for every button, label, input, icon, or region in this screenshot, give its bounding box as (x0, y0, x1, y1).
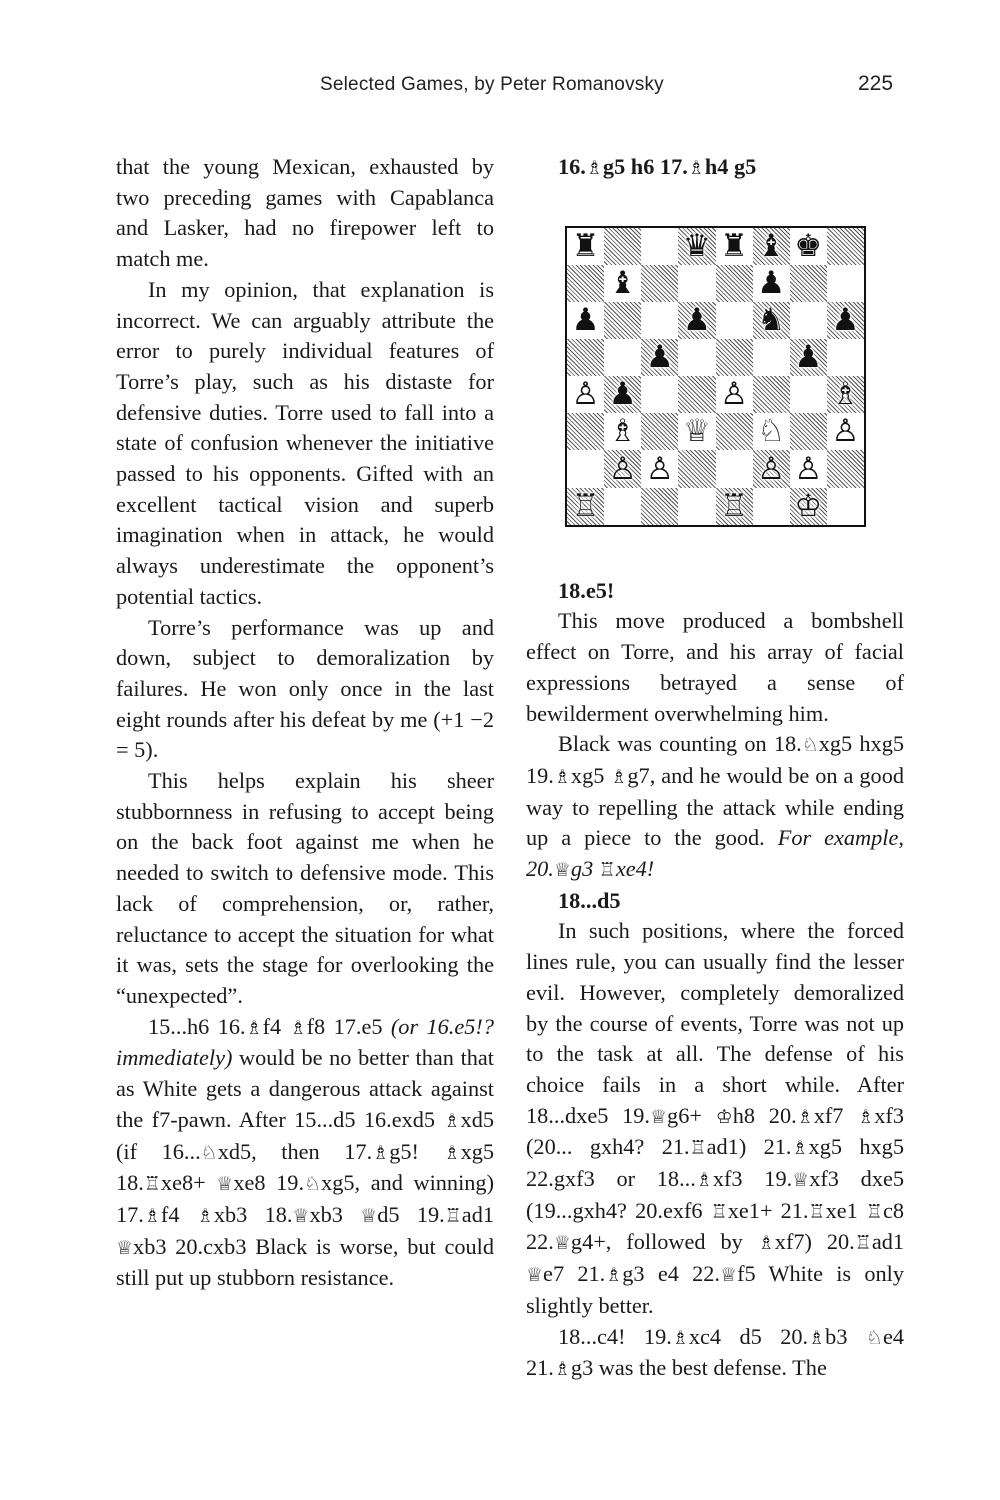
chess-piece-icon: ♙ (794, 450, 823, 487)
square-f1 (753, 488, 790, 525)
move-heading: 18.e5! (558, 577, 615, 603)
bishop-icon: ♗ (245, 1016, 263, 1039)
square-e8 (716, 228, 753, 265)
square-b4 (604, 376, 641, 413)
square-f8 (753, 228, 790, 265)
rook-icon: ♖ (710, 1200, 728, 1223)
square-a8 (567, 228, 604, 265)
square-a5 (567, 339, 604, 376)
bishop-icon: ♗ (808, 1326, 826, 1349)
paragraph: that the young Mexican, exhausted by two preceding games with Capablanca and Lasker, had no firepower left to match me. (116, 154, 494, 272)
chess-piece-icon: ♙ (720, 376, 748, 413)
square-h4 (827, 376, 864, 413)
chess-piece-icon: ♙ (757, 450, 786, 487)
move-heading: 18...d5 (558, 887, 621, 913)
square-h7 (827, 265, 864, 302)
bishop-icon: ♗ (585, 157, 603, 179)
bishop-icon: ♗ (443, 1141, 461, 1164)
paragraph: 18...c4! 19.♗xc4 d5 20.♗b3 ♘e4 21.♗g3 was the best defense. The (526, 1323, 905, 1381)
square-b6 (604, 302, 641, 339)
bishop-icon: ♗ (695, 1169, 713, 1192)
chess-piece-icon: ♟ (645, 339, 674, 376)
bishop-icon: ♗ (605, 1264, 623, 1287)
chess-piece-icon: ♜ (720, 227, 748, 264)
square-g5 (790, 339, 827, 376)
queen-icon: ♕ (553, 859, 571, 882)
queen-icon: ♕ (553, 1232, 571, 1255)
bishop-icon: ♗ (553, 765, 571, 788)
queen-icon: ♕ (116, 1236, 134, 1259)
square-b7 (604, 265, 641, 302)
rook-icon: ♖ (865, 1200, 883, 1223)
chess-piece-icon: ♙ (645, 450, 674, 487)
square-a7 (567, 265, 604, 302)
paragraph: 15...h6 16.♗f4 ♗f8 17.e5 (or 16.e5!? immediately) would be no better than that as White gets a dangerous attack against the f7-pawn. After 15...d5 16.exd5 ♗xd5 (if 16...♘xd5, then 17.♗g5! ♗xg5 18.♖xe8+ ♕xe8 19.♘xg5, and winning) 17.♗f4 ♗xb3 18.♕xb3 ♕d5 19.♖ad1 ♕xb3 20.cxb3 Black is worse, but could still put up stubborn resistance. (116, 1013, 495, 1291)
square-c3 (641, 413, 678, 450)
chess-piece-icon: ♚ (794, 227, 823, 264)
paragraph: Black was counting on 18.♘xg5 hxg5 19.♗xg5 ♗g7, and he would be on a good way to repelling the attack while ending up a piece to the good. For example, 20.♕g3 ♖xe4! (526, 731, 904, 882)
rook-icon: ♖ (598, 859, 616, 882)
square-b2 (604, 450, 641, 487)
queen-icon: ♕ (526, 1264, 544, 1287)
bishop-icon: ♗ (553, 1358, 571, 1381)
queen-icon: ♕ (360, 1204, 378, 1227)
chess-piece-icon: ♗ (831, 376, 860, 413)
square-c8 (641, 228, 678, 265)
queen-icon: ♕ (650, 1105, 668, 1128)
bishop-icon: ♗ (791, 1137, 809, 1160)
page-number: 225 (858, 72, 894, 95)
square-g8 (790, 228, 827, 265)
square-c2 (641, 450, 678, 487)
bishop-icon: ♗ (796, 1105, 814, 1128)
square-a4 (567, 376, 604, 413)
square-a6 (567, 302, 604, 339)
queen-icon: ♕ (720, 1264, 738, 1287)
running-head: Selected Games, by Peter Romanovsky (320, 74, 664, 95)
paragraph: In my opinion, that explanation is incorrect. We can arguably attribute the error to purely individual features of Torre’s play, such as his distaste for defensive duties. Torre used to fall into a state of confusion whenever the initiative passed to his opponents. Gifted with an excellent tactical vision and superb imagination when in attack, he would always underestimate the opponent’s potential tactics. (116, 276, 494, 609)
square-h8 (827, 228, 864, 265)
chess-piece-icon: ♟ (683, 302, 711, 339)
square-f6 (753, 302, 790, 339)
square-h6 (827, 302, 864, 339)
chess-piece-icon: ♙ (831, 413, 860, 450)
queen-icon: ♕ (792, 1169, 810, 1192)
bishop-icon: ♗ (857, 1105, 875, 1128)
bishop-icon: ♗ (143, 1204, 161, 1227)
chess-piece-icon: ♕ (683, 413, 711, 450)
square-h2 (827, 450, 864, 487)
square-d5 (678, 339, 715, 376)
rook-icon: ♖ (808, 1200, 826, 1223)
paragraph: Torre’s performance was up and down, subject to demoralization by failures. He won only once in the last eight rounds after his defeat by me (+1 −2 = 5). (116, 614, 494, 763)
square-f4 (753, 376, 790, 413)
chess-piece-icon: ♟ (757, 264, 786, 301)
square-c7 (641, 265, 678, 302)
chess-piece-icon: ♟ (608, 376, 637, 413)
paragraph: In such positions, where the forced lines rule, you can usually find the lesser evil. However, completely demoralized by the course of events, Torre was not up to the task at all. The defense of his choice fails in a short while. After 18...dxe5 19.♕g6+ ♔h8 20.♗xf7 ♗xf3 (20... gxh4? 21.♖ad1) 21.♗xg5 hxg5 22.gxf3 or 18...♗xf3 19.♕xf3 dxe5 (19...gxh4? 20.exf6 ♖xe1+ 21.♖xe1 ♖c8 22.♕g4+, followed by ♗xf7) 20.♖ad1 ♕e7 21.♗g3 e4 22.♕f5 White is only slightly better. (526, 918, 905, 1318)
square-a2 (567, 450, 604, 487)
square-e2 (716, 450, 753, 487)
square-h5 (827, 339, 864, 376)
move-heading: 16.♗g5 h6 17.♗h4 g5 (558, 154, 757, 179)
knight-icon: ♘ (200, 1141, 218, 1164)
bishop-icon: ♗ (289, 1016, 307, 1039)
paragraph: This helps explain his sheer stubbornness in refusing to accept being on the back foot against me when he needed to switch to defensive mode. This lack of comprehension, or, rather, reluctance to accept the situation for what it was, sets the stage for overlooking the “unexpected”. (116, 768, 494, 1008)
square-b8 (604, 228, 641, 265)
chess-piece-icon: ♞ (757, 302, 786, 339)
chess-board (565, 226, 866, 527)
square-d1 (678, 488, 715, 525)
square-e4 (716, 376, 753, 413)
square-e7 (716, 265, 753, 302)
square-h1 (827, 488, 864, 525)
rook-icon: ♖ (689, 1137, 707, 1160)
left-column (116, 152, 494, 1294)
square-h3 (827, 413, 864, 450)
square-f2 (753, 450, 790, 487)
square-f5 (753, 339, 790, 376)
chess-piece-icon: ♘ (757, 413, 786, 450)
rook-icon: ♖ (444, 1204, 462, 1227)
chess-piece-icon: ♗ (608, 413, 637, 450)
square-d2 (678, 450, 715, 487)
bishop-icon: ♗ (687, 157, 705, 179)
square-d8 (678, 228, 715, 265)
square-d7 (678, 265, 715, 302)
knight-icon: ♘ (304, 1173, 322, 1196)
bishop-icon: ♗ (443, 1109, 461, 1132)
king-icon: ♔ (715, 1105, 733, 1128)
knight-icon: ♘ (801, 734, 819, 757)
square-c6 (641, 302, 678, 339)
chess-piece-icon: ♛ (683, 227, 711, 264)
square-e1 (716, 488, 753, 525)
bishop-icon: ♗ (671, 1326, 689, 1349)
bishop-icon: ♗ (610, 765, 628, 788)
square-g2 (790, 450, 827, 487)
square-a3 (567, 413, 604, 450)
bishop-icon: ♗ (372, 1141, 390, 1164)
square-e3 (716, 413, 753, 450)
chess-diagram (526, 184, 904, 576)
square-a1 (567, 488, 604, 525)
rook-icon: ♖ (143, 1173, 161, 1196)
square-c4 (641, 376, 678, 413)
square-f7 (753, 265, 790, 302)
square-d6 (678, 302, 715, 339)
square-g1 (790, 488, 827, 525)
bishop-icon: ♗ (757, 1232, 775, 1255)
square-g6 (790, 302, 827, 339)
bishop-icon: ♗ (196, 1204, 214, 1227)
chess-piece-icon: ♙ (608, 450, 637, 487)
queen-icon: ♕ (216, 1173, 234, 1196)
chess-piece-icon: ♖ (571, 487, 600, 524)
square-b1 (604, 488, 641, 525)
right-column (526, 152, 904, 1385)
square-f3 (753, 413, 790, 450)
chess-piece-icon: ♟ (831, 302, 860, 339)
square-e6 (716, 302, 753, 339)
chess-piece-icon: ♟ (794, 339, 823, 376)
square-g4 (790, 376, 827, 413)
square-d4 (678, 376, 715, 413)
paragraph: This move produced a bombshell effect on Torre, and his array of facial expressions betrayed a sense of bewilderment overwhelming him. (526, 608, 904, 726)
chess-piece-icon: ♔ (794, 487, 823, 524)
square-g7 (790, 265, 827, 302)
chess-piece-icon: ♝ (608, 264, 637, 301)
knight-icon: ♘ (865, 1326, 883, 1349)
chess-piece-icon: ♝ (757, 227, 786, 264)
chess-piece-icon: ♟ (571, 302, 600, 339)
square-g3 (790, 413, 827, 450)
square-b5 (604, 339, 641, 376)
rook-icon: ♖ (854, 1232, 872, 1255)
chess-piece-icon: ♙ (571, 376, 600, 413)
chess-piece-icon: ♖ (720, 487, 748, 524)
square-d3 (678, 413, 715, 450)
square-c1 (641, 488, 678, 525)
square-c5 (641, 339, 678, 376)
queen-icon: ♕ (292, 1204, 310, 1227)
chess-piece-icon: ♜ (571, 227, 600, 264)
square-b3 (604, 413, 641, 450)
square-e5 (716, 339, 753, 376)
